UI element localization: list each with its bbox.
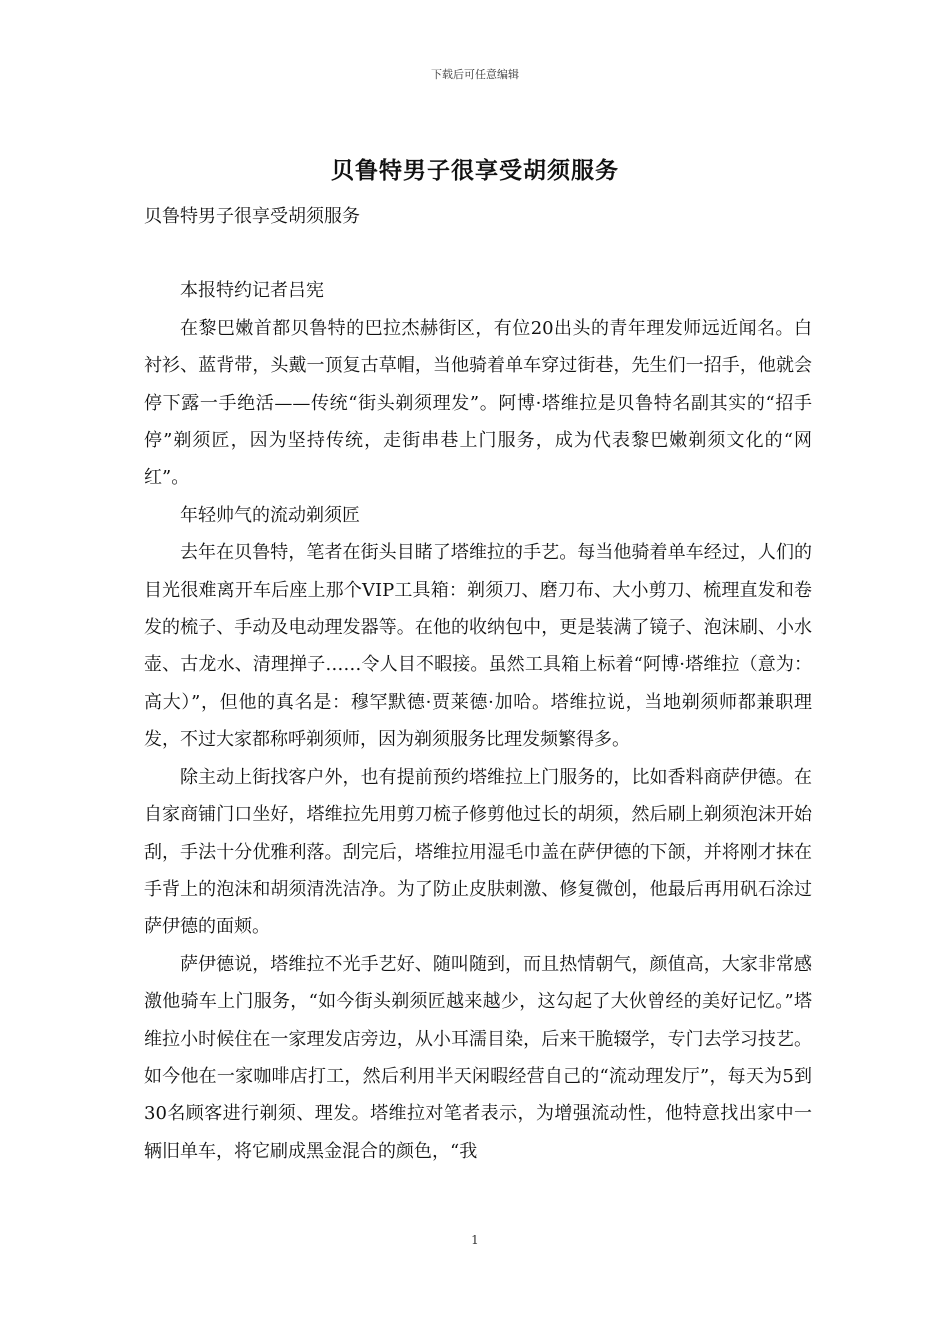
section-heading: 年轻帅气的流动剃须匠: [180, 504, 360, 526]
paragraph-3: 除主动上街找客户外，也有提前预约塔维拉上门服务的，比如香料商萨伊德。在自家商铺门口坐好，塔维拉先用剪刀梳子修剪他过长的胡须，然后刷上剃须泡沫开始刮，手法十分优雅利落。刮完后，塔维拉用湿毛巾盖在萨伊德的下颌，并将刚才抹在手背上的泡沫和胡须清洗洁净。为了防止皮肤刺激、修复微创，他最后再用矾石涂过萨伊德的面颊。: [144, 766, 812, 938]
subtitle: 贝鲁特男子很享受胡须服务: [144, 206, 360, 227]
header-note: 下载后可任意编辑: [431, 68, 519, 81]
page-number: 1: [471, 1233, 479, 1247]
document-title: 贝鲁特男子很享受胡须服务: [331, 157, 619, 184]
paragraph-2: 去年在贝鲁特，笔者在街头目睹了塔维拉的手艺。每当他骑着单车经过，人们的目光很难离开车后座上那个VIP工具箱：剃须刀、磨刀布、大小剪刀、梳理直发和卷发的梳子、手动及电动理发器等。在他的收纳包中，更是装满了镜子、泡沫刷、小水壶、古龙水、清理掸子……令人目不暇接。虽然工具箱上标着“阿博·塔维拉（意为：高大）”，但他的真名是：穆罕默德·贾莱德·加哈。塔维拉说，当地剃须师都兼职理发，不过大家都称呼剃须师，因为剃须服务比理发频繁得多。: [144, 542, 812, 751]
paragraph-4: 萨伊德说，塔维拉不光手艺好、随叫随到，而且热情朝气，颜值高，大家非常感激他骑车上门服务，“如今街头剃须匠越来越少，这勾起了大伙曾经的美好记忆。”塔维拉小时候住在一家理发店旁边，从小耳濡目染，后来干脆辍学，专门去学习技艺。如今他在一家咖啡店打工，然后利用半天闲暇经营自己的“流动理发厅”，每天为5到30名顾客进行剃须、理发。塔维拉对笔者表示，为增强流动性，他特意找出家中一辆旧单车，将它刷成黑金混合的颜色，“我: [144, 953, 812, 1162]
paragraph-1: 在黎巴嫩首都贝鲁特的巴拉杰赫街区，有位20出头的青年理发师远近闻名。白衬衫、蓝背带，头戴一顶复古草帽，当他骑着单车穿过街巷，先生们一招手，他就会停下露一手绝活——传统“街头剃须理发”。阿博·塔维拉是贝鲁特名副其实的“招手停”剃须匠，因为坚持传统，走街串巷上门服务，成为代表黎巴嫩剃须文化的“网红”。: [144, 317, 812, 489]
byline: 本报特约记者吕宪: [180, 280, 324, 302]
article-body: [144, 198, 812, 1170]
